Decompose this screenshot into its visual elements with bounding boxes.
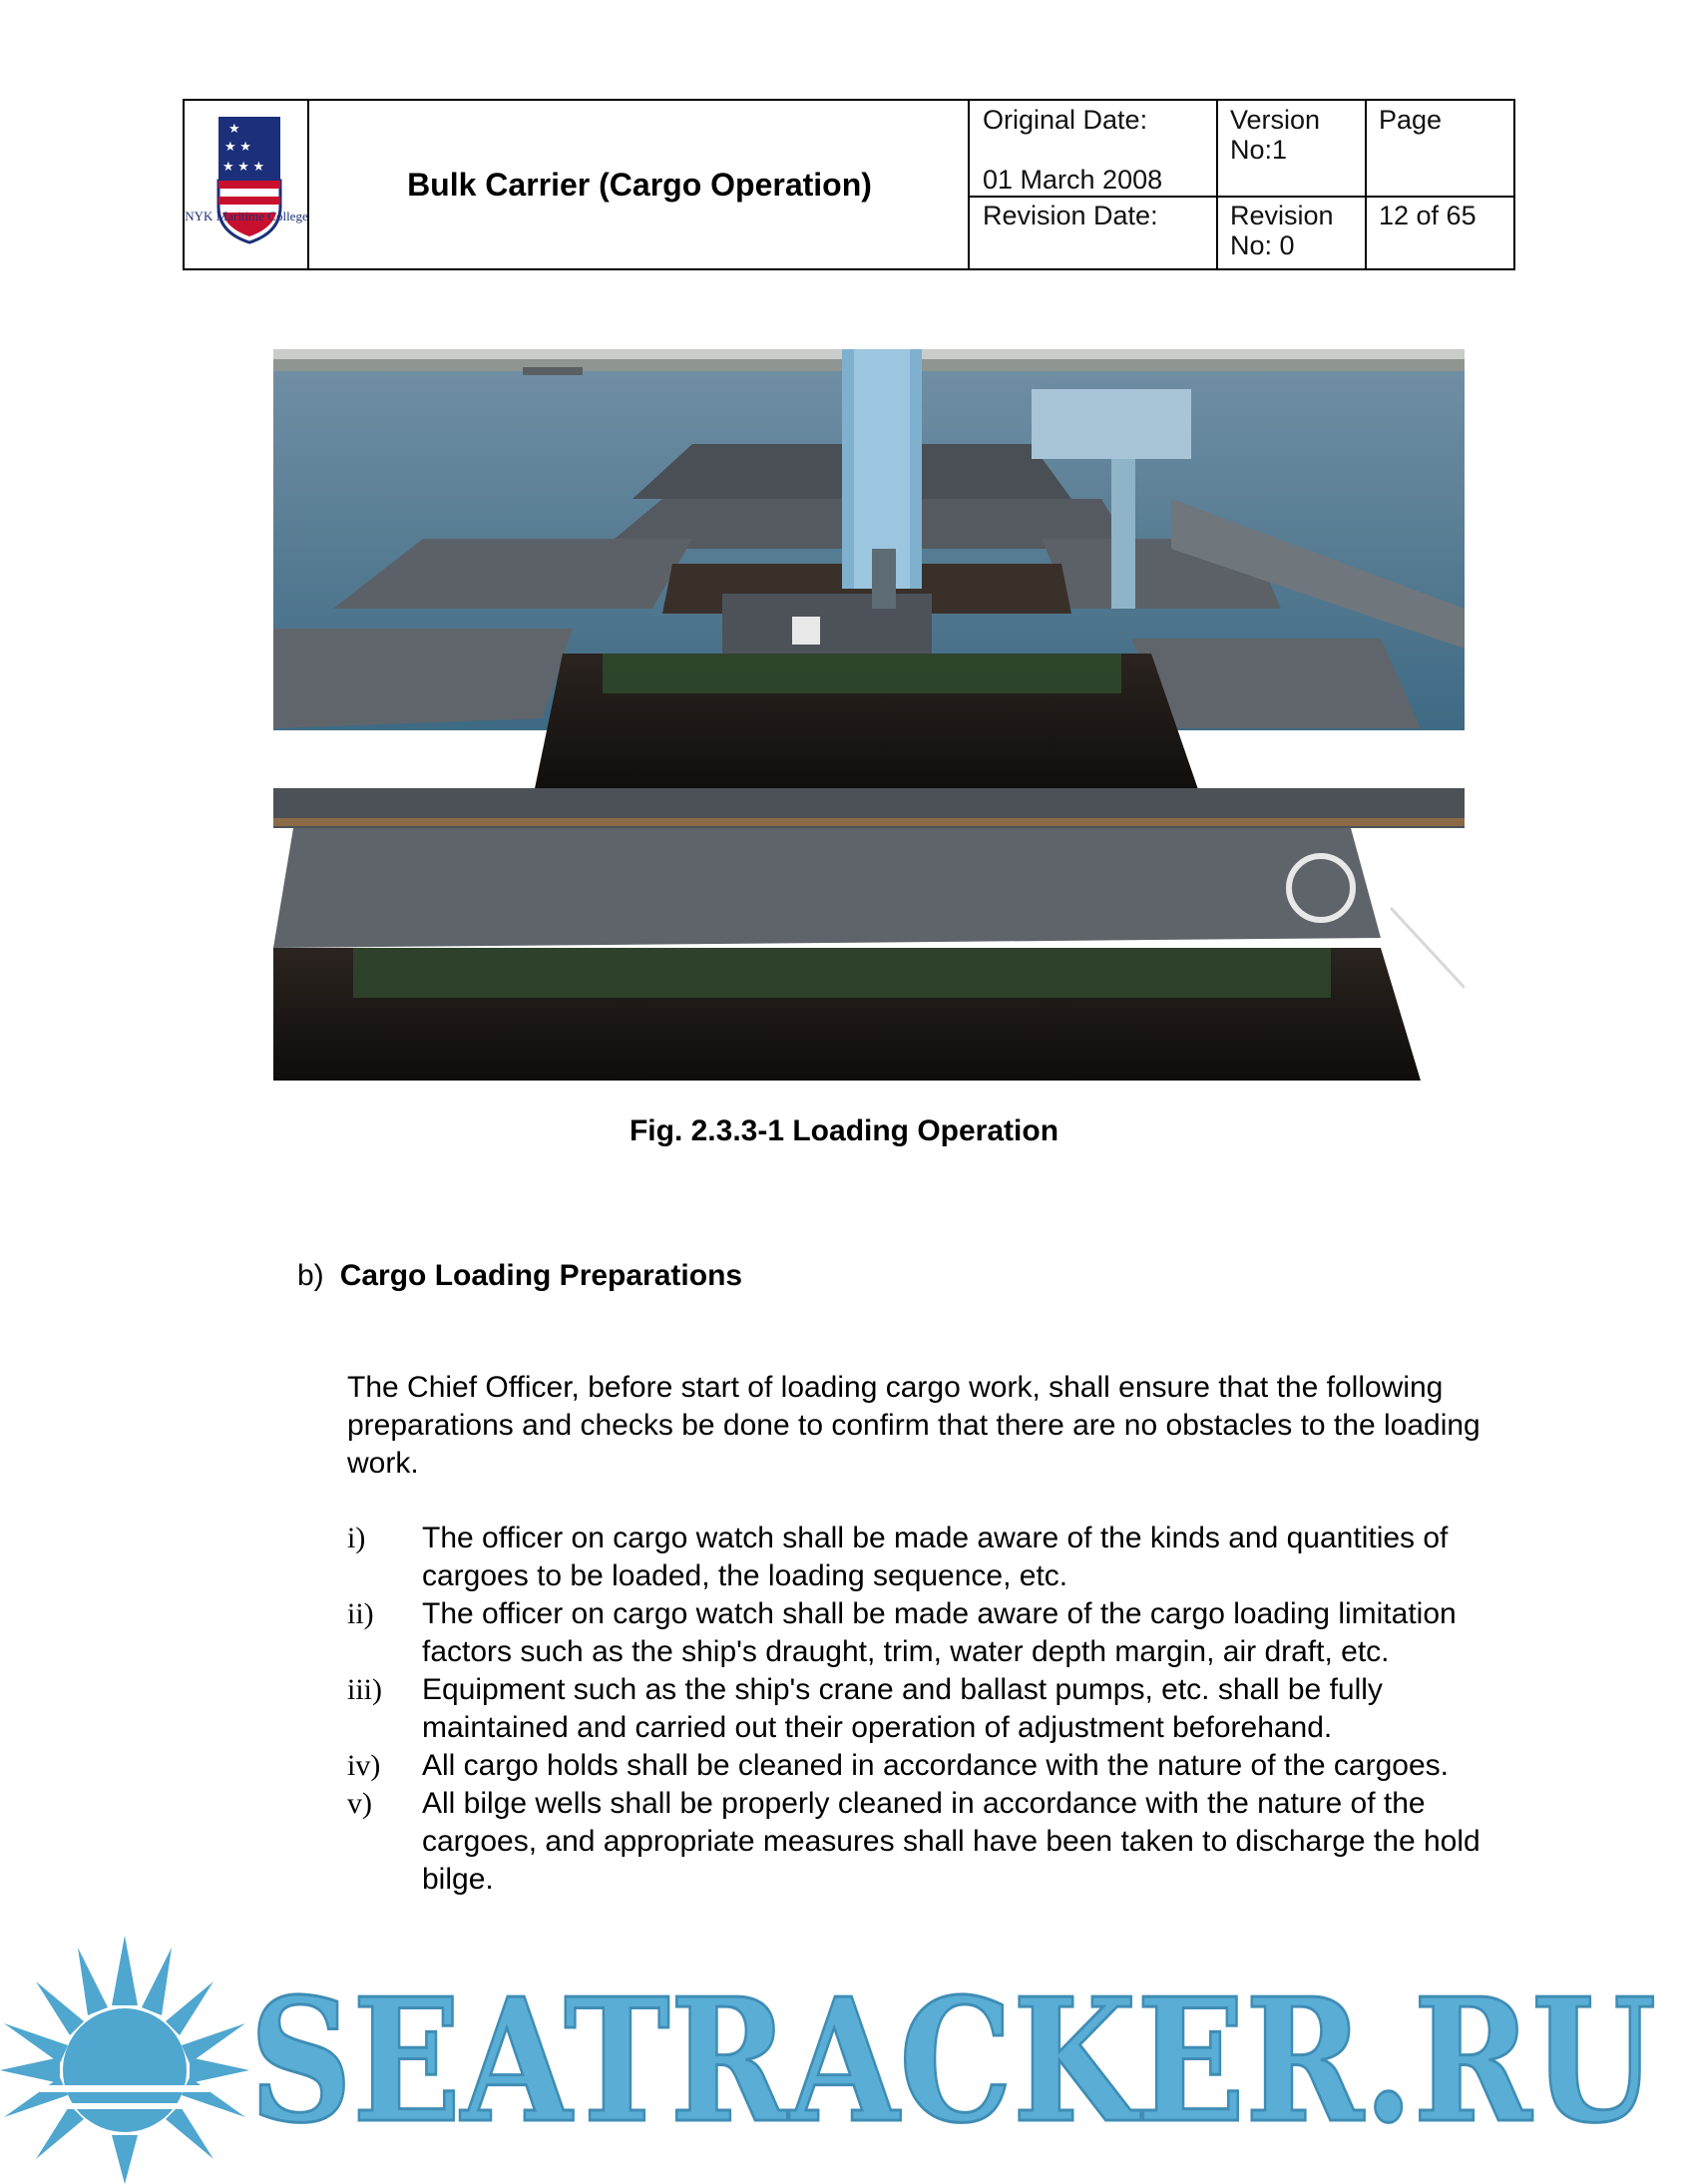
list-item-number: v) — [347, 1787, 372, 1820]
document-header-table — [183, 99, 1515, 270]
list-item-number: i) — [347, 1522, 366, 1554]
list-item-text: The officer on cargo watch shall be made aware of the cargo loading limitation factors such as the ship's draught, trim, water depth margin, air draft, etc. — [422, 1597, 1457, 1668]
list-item-text: The officer on cargo watch shall be made aware of the kinds and quantities of cargoes to be loaded, the loading sequence, etc. — [422, 1522, 1449, 1592]
header-divider — [970, 196, 1513, 198]
revision-date-label: Revision Date: — [983, 201, 1158, 230]
svg-text:★: ★ — [228, 121, 240, 136]
list-item — [347, 1785, 1504, 1899]
header-divider — [1365, 101, 1367, 268]
list-item — [347, 1595, 1504, 1671]
document-title: Bulk Carrier (Cargo Operation) — [407, 166, 872, 203]
original-date-value: 01 March 2008 — [983, 165, 1163, 195]
version-label: Version — [1230, 105, 1321, 135]
loading-operation-photo — [273, 349, 1465, 1081]
site-watermark — [249, 1970, 1688, 2140]
version-number: No:1 — [1230, 135, 1288, 165]
header-divider — [1216, 101, 1218, 268]
page-number: 12 of 65 — [1379, 201, 1477, 230]
watermark-text: SEATRACKER.RU — [249, 1970, 1656, 2140]
list-item-number: ii) — [347, 1597, 374, 1630]
revision-number: No: 0 — [1230, 230, 1295, 260]
logo-caption: NYK Maritime College — [185, 209, 308, 223]
list-item — [347, 1671, 1504, 1747]
list-item — [347, 1747, 1504, 1785]
svg-text:★ ★: ★ ★ — [224, 139, 251, 154]
intro-paragraph: The Chief Officer, before start of loading cargo work, shall ensure that the following preparations and checks be done to confirm that there are no obstacles to the loading work. — [347, 1371, 1480, 1480]
shield-logo-icon — [199, 101, 300, 268]
list-item-number: iii) — [347, 1673, 382, 1706]
revision-label: Revision — [1230, 201, 1334, 230]
list-item-text: All cargo holds shall be cleaned in accordance with the nature of the cargoes. — [422, 1749, 1449, 1782]
sun-watermark-icon — [0, 1936, 259, 2184]
section-heading — [297, 1259, 742, 1293]
section-marker: b) — [297, 1259, 324, 1292]
ship-deck-illustration — [273, 349, 1465, 1081]
list-item-text: Equipment such as the ship's crane and ballast pumps, etc. shall be fully maintained and carried out their operation of adjustment beforehand. — [422, 1673, 1383, 1744]
original-date-label: Original Date: — [983, 105, 1148, 135]
section-title: Cargo Loading Preparations — [339, 1259, 743, 1292]
svg-text:★ ★ ★: ★ ★ ★ — [222, 159, 265, 174]
list-item — [347, 1520, 1504, 1595]
list-item-text: All bilge wells shall be properly cleaned in accordance with the nature of the cargoes, and appropriate measures shall have been taken to discharge the hold bilge. — [422, 1787, 1480, 1896]
list-item-number: iv) — [347, 1749, 381, 1782]
page-label: Page — [1379, 105, 1443, 135]
preparation-list — [347, 1520, 1504, 1899]
figure-caption: Fig. 2.3.3-1 Loading Operation — [629, 1114, 1059, 1147]
